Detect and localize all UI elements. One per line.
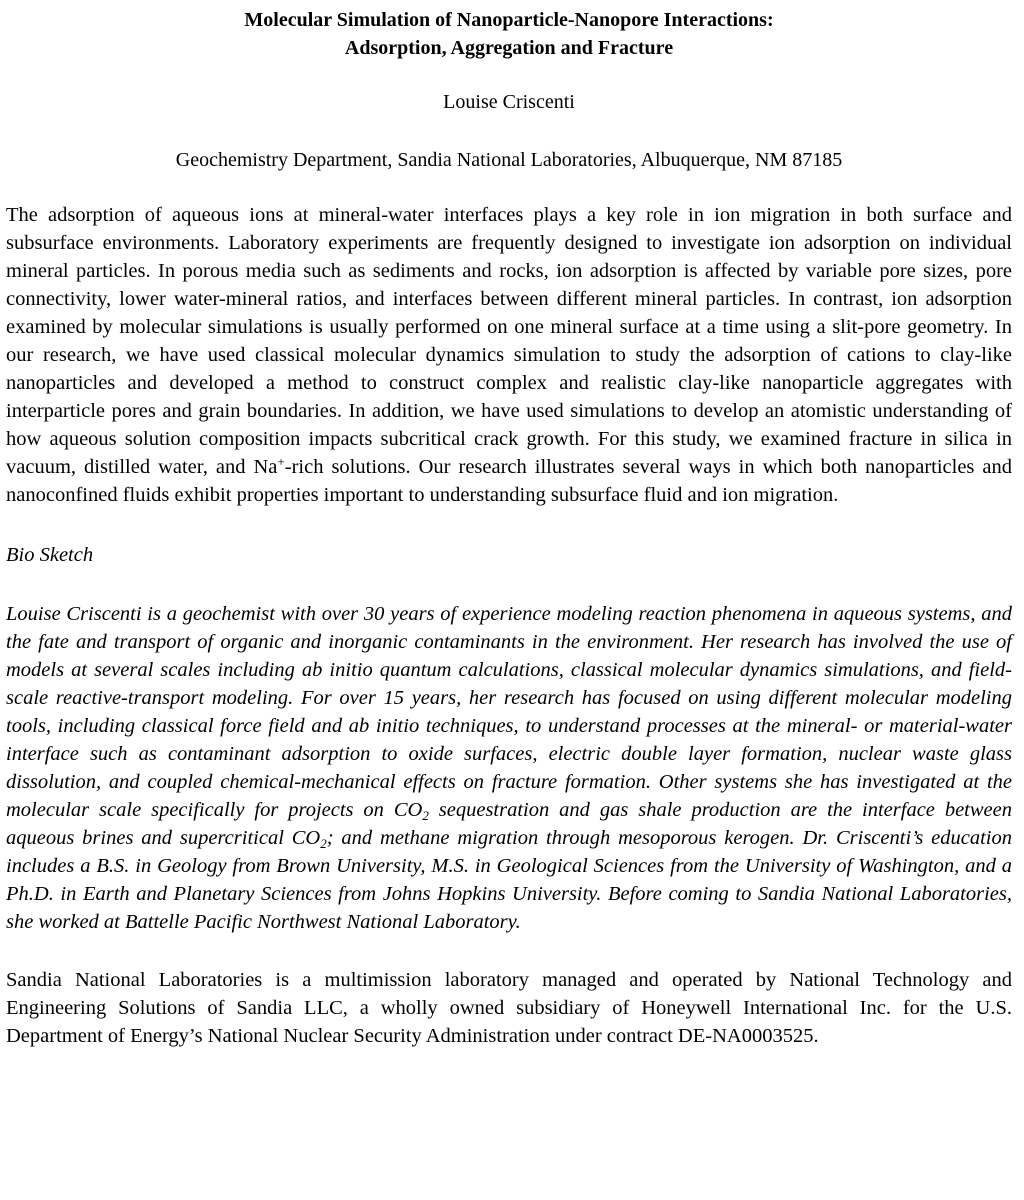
bio-text-1: Louise Criscenti is a geochemist with over 30 years of experience modeling reaction phenomena in aqueous systems, and the fate and transport of organic and inorganic contaminants in the environment. Her research has involved the use of models at several scales including ab initio quantum calculations, classical molecular dynamics simulations, and field-scale reactive-transport modeling. For over 15 years, her research has focused on using different molecular modeling tools, including classical force field and ab initio techniques, to understand processes at the mineral- or material-water interface such as contaminant adsorption to oxide surfaces, electric double layer formation, nuclear waste glass dissolution, and coupled chemical-mechanical effects on fracture formation. Other systems she has investigated at the molecular scale specifically for projects on CO <box>6 603 1012 821</box>
abstract-paragraph <box>6 201 1012 509</box>
author-affiliation: Geochemistry Department, Sandia National Laboratories, Albuquerque, NM 87185 <box>175 149 843 171</box>
bio-text-2: sequestration and gas shale production are the interface between aqueous brines and supercritical CO <box>6 799 1012 849</box>
bio-paragraph <box>6 600 1012 936</box>
sandia-disclaimer: Sandia National Laboratories is a multimission laboratory managed and operated by National Technology and Engineering Solutions of Sandia LLC, a wholly owned subsidiary of Honeywell International Inc. for the U.S. Department of Energy’s National Nuclear Security Administration under contract DE-NA0003525. <box>6 969 1012 1047</box>
title-line-2: Adsorption, Aggregation and Fracture <box>344 37 674 59</box>
document-page <box>6 0 1012 1050</box>
bio-text-3: ; and methane migration through mesoporous kerogen. Dr. Criscenti’s education includes a B.S. in Geology from Brown University, M.S. in Geological Sciences from the University of Washington, and a Ph.D. in Earth and Planetary Sciences from Johns Hopkins University. Before coming to Sandia National Laboratories, she worked at Battelle Pacific Northwest National Laboratory. <box>6 827 1012 933</box>
abstract-text-1: The adsorption of aqueous ions at mineral-water interfaces plays a key role in ion migration in both surface and subsurface environments. Laboratory experiments are frequently designed to investigate ion adsorption on individual mineral particles. In porous media such as sediments and rocks, ion adsorption is affected by variable pore sizes, pore connectivity, lower water-mineral ratios, and interfaces between different mineral particles. In contrast, ion adsorption examined by molecular simulations is usually performed on one mineral surface at a time using a slit-pore geometry. In our research, we have used classical molecular dynamics simulation to study the adsorption of cations to clay-like nanoparticles and developed a method to construct complex and realistic clay-like nanoparticle aggregates with interparticle pores and grain boundaries. In addition, we have used simulations to develop an atomistic understanding of how aqueous solution composition impacts subcritical crack growth. For this study, we examined fracture in silica in vacuum, distilled water, and Na <box>6 204 1012 478</box>
bio-subscript-1: 2 <box>422 808 429 823</box>
author-name: Louise Criscenti <box>443 91 575 113</box>
document-title <box>6 6 1012 62</box>
abstract-text-2: -rich solutions. Our research illustrates several ways in which both nanoparticles and nanoconfined fluids exhibit properties important to understanding subsurface fluid and ion migration. <box>6 456 1012 506</box>
title-line-1: Molecular Simulation of Nanoparticle-Nanopore Interactions: <box>244 9 774 31</box>
bio-subscript-2: 2 <box>320 836 327 851</box>
bio-sketch-heading: Bio Sketch <box>6 544 94 566</box>
abstract-superscript: + <box>277 454 285 469</box>
